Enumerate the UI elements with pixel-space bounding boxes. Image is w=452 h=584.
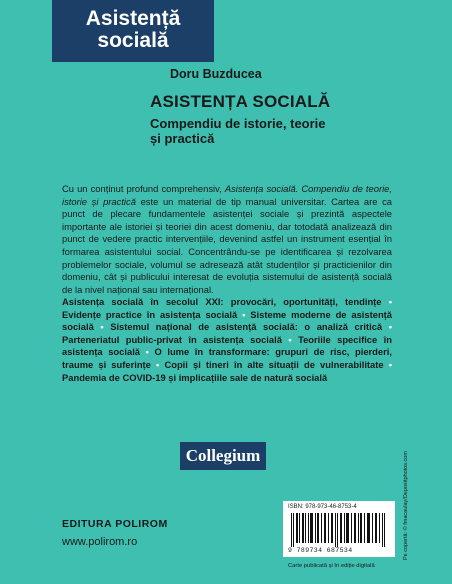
topic-separator: • (100, 321, 104, 333)
isbn-number: ISBN: 978-973-46-8753-4 (288, 504, 357, 510)
barcode-icon (289, 513, 389, 547)
publisher-name: EDITURA POLIROM (62, 518, 168, 530)
cover-image-credit: Pe copertă: © fmacaulay/Depositphotos.com (403, 451, 409, 560)
topic-separator: • (388, 296, 392, 307)
topic-item: Copii și tineri în alte situații de vulnerabilitate (164, 358, 384, 370)
topic-separator: • (145, 346, 149, 358)
topic-item: Parteneriatul public-privat în asistența socială (62, 333, 282, 345)
description-paragraph (62, 183, 392, 296)
book-subtitle (150, 116, 330, 146)
topic-item: Evidențe practice în asistența socială (62, 308, 238, 320)
topic-separator: • (388, 321, 393, 333)
topic-item: Sistemul național de asistență socială: o analiză critică (110, 321, 383, 333)
topic-item: Teoriile specifice în asistența socială (62, 333, 392, 358)
series-line-2: socială (97, 29, 169, 52)
subtitle-line-1: Compendiu de istorie, teorie (150, 116, 326, 131)
author-name: Doru Buzducea (170, 67, 262, 81)
topic-separator: • (388, 358, 393, 370)
topic-separator: • (288, 333, 292, 345)
series-line-1: Asistență (85, 7, 181, 30)
blurb-part-2: este un material de tip manual universitar. Cartea are ca punct de plecare fundamentele asistenței sociale și prezintă aspectele importante ale istoriei și teoriei din acest domeniu, dar totodată analizează din punct de vedere practic intervențiile, devenind astfel un instrument esențial în formarea asistentului social. Concentrându-se pe identificarea și rezolvarea problemelor sociale, volumul se adresează atât studenților și practicienilor din domeniu, cât și publicului interesat de evoluția sistemului de asistență socială de la nivel național sau internațional. (62, 195, 392, 295)
isbn-barcode-box (283, 501, 395, 557)
subtitle-line-2: și practică (150, 131, 215, 146)
publisher-website[interactable]: www.polirom.ro (62, 536, 138, 548)
book-title: ASISTENȚA SOCIALĂ (150, 92, 331, 111)
topic-separator: • (242, 308, 246, 320)
topic-item: Sisteme moderne de asistență socială (62, 308, 393, 333)
topic-separator: • (156, 358, 160, 370)
topic-item: Pandemia de COVID-19 și implicațiile sale de natură socială (62, 371, 328, 383)
topic-item: Asistența socială în secolul XXI: provocări, oportunități, tendințe (62, 296, 382, 307)
barcode-digits: 9 789734 687534 (288, 547, 353, 554)
digital-edition-note: Carte publicată și în ediție digitală (288, 563, 375, 569)
blurb-part-1: Cu un conținut profund comprehensiv, (62, 183, 225, 194)
collegium-logo: Collegium (180, 442, 266, 470)
topics-list (62, 296, 392, 384)
blurb-book-title-italic: Asistența socială. Compendiu de teorie, istorie și practică (62, 183, 392, 207)
topic-item: O lume în transformare: grupuri de risc, pierderi, traume și suferințe (62, 346, 392, 370)
series-label-box (52, 0, 214, 62)
